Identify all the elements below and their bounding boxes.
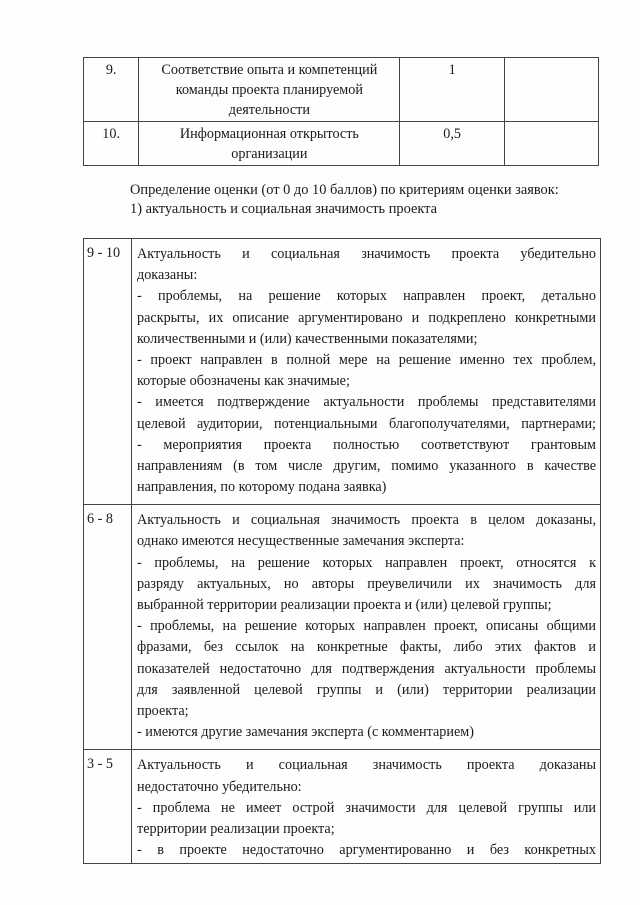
criteria-table [83,57,599,166]
criteria-number: 10. [102,126,120,142]
criteria-name-line: Информационная открытость [179,126,359,142]
score-description [132,750,601,864]
description-line: - имеются другие замечания эксперта (с комментарием) [137,724,474,741]
score-range: 3 - 5 [84,750,132,864]
intro-text: Определение оценки (от 0 до 10 баллов) по критериям оценки заявок: [130,182,559,198]
criteria-name-line: организации [231,146,308,162]
description-line: - имеется подтверждение актуальности проблемы представителями [137,394,596,411]
criteria-row [84,58,599,122]
criteria-empty-cell [504,122,598,166]
score-range: 6 - 8 [84,505,132,750]
description-line: показателей недостаточно для подтверждения актуальности проблемы [137,660,596,677]
description-line: однако имеются несущественные замечания эксперта: [137,533,465,550]
description-line: - в проекте недостаточно аргументированно и без конкретных [137,842,596,859]
criteria-name-line: деятельности [228,102,310,118]
scoring-table [83,238,601,864]
criteria-number: 9. [105,62,117,78]
criteria-weight: 0,5 [400,122,504,166]
description-line: - проблема не имеет острой значимости для целевой группы или [137,799,596,816]
criteria-weight: 1 [400,58,504,122]
description-line: Актуальность и социальная значимость проекта в целом доказаны, [137,512,596,529]
description-line: количественными и (или) качественными показателями; [137,330,478,347]
description-line: направлениям (в том числе другим, помимо указанного в качестве [137,457,596,474]
description-line: выбранной территории реализации проекта и (или) целевой группы; [137,597,552,613]
description-line: - проблемы, на решение которых направлен проект, описаны общими [137,618,596,635]
description-line: Актуальность и социальная значимость проекта убедительно [137,246,596,262]
scoring-row [84,239,601,505]
score-range: 9 - 10 [84,239,132,505]
criteria-empty-cell [504,58,598,122]
description-line: Актуальность и социальная значимость проекта доказаны [137,757,596,774]
section-heading: 1) актуальность и социальная значимость проекта [130,201,438,217]
description-line: доказаны: [137,267,198,284]
score-description [132,239,601,505]
criteria-row [84,122,599,166]
scoring-row [84,505,601,750]
criteria-name-line: Соответствие опыта и компетенций [161,62,378,78]
description-line: - мероприятия проекта полностью соответствуют грантовым [137,436,596,453]
description-line: которые обозначены как значимые; [137,373,350,390]
description-line: - проблемы, на решение которых направлен проект, детально [137,288,596,305]
description-line: целевой аудитории, потенциальными благополучателями, партнерами; [137,415,596,432]
description-line: раскрыты, их описание аргументировано и подкреплено конкретными [137,309,596,326]
description-line: фразами, без ссылок на конкретные факты, либо этих фактов и [137,639,596,656]
criteria-name [139,58,400,122]
criteria-name [139,122,400,166]
description-line: направления, по которому подана заявка) [137,479,387,496]
description-line: - проект направлен в полной мере на решение именно тех проблем, [137,351,596,368]
description-line: территории реализации проекта; [137,820,335,837]
description-line: разряду актуальных, но авторы преувеличили их значимость для [137,575,596,592]
scoring-row [84,750,601,864]
description-line: - проблемы, на решение которых направлен проект, относятся к [137,554,596,571]
description-line: недостаточно убедительно: [137,778,302,795]
description-line: для заявленной целевой группы и (или) территории реализации [137,681,596,698]
criteria-name-line: команды проекта планируемой [175,82,363,98]
description-line: проекта; [137,702,189,719]
score-description [132,505,601,750]
